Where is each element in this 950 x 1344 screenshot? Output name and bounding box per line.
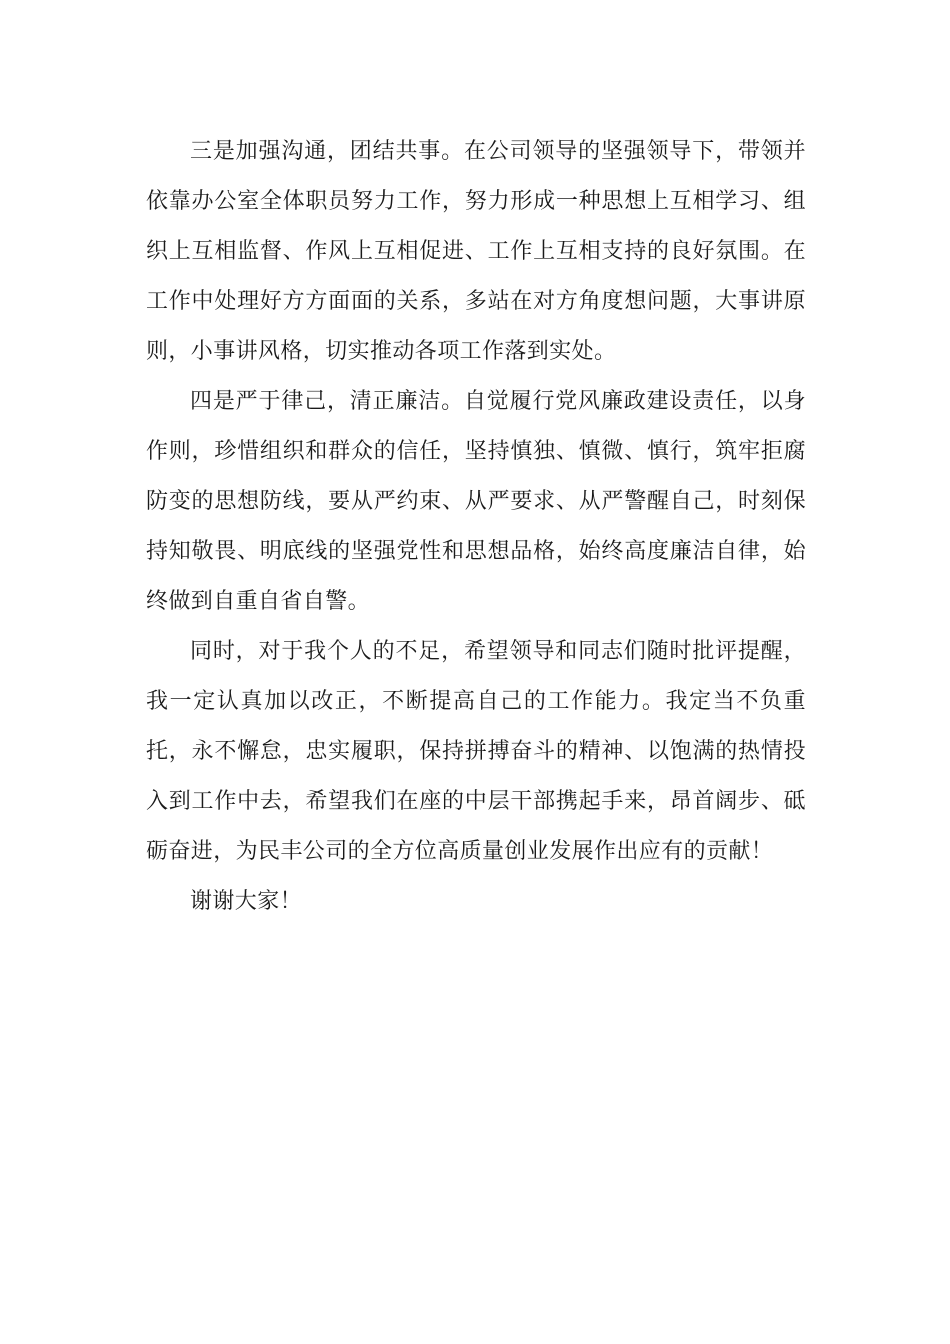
paragraph-commitment: 同时，对于我个人的不足，希望领导和同志们随时批评提醒，我一定认真加以改正，不断提高自己的工作能力。我定当不负重托，永不懈怠，忠实履职，保持拼搏奋斗的精神、以饱满的热情投入到工作中去，希望我们在座的中层干部携起手来，昂首阔步、砥砺奋进，为民丰公司的全方位高质量创业发展作出应有的贡献！ [146, 639, 806, 864]
paragraph-self-discipline: 四是严于律己，清正廉洁。自觉履行党风廉政建设责任，以身作则，珍惜组织和群众的信任，坚持慎独、慎微、慎行，筑牢拒腐防变的思想防线，要从严约束、从严要求、从严警醒自己，时刻保持知敬畏、明底线的坚强党性和思想品格，始终高度廉洁自律，始终做到自重自省自警。 [146, 389, 806, 614]
document-body [146, 127, 806, 927]
paragraph-thanks: 谢谢大家！ [190, 889, 303, 914]
paragraph-communication: 三是加强沟通，团结共事。在公司领导的坚强领导下，带领并依靠办公室全体职员努力工作，努力形成一种思想上互相学习、组织上互相监督、作风上互相促进、工作上互相支持的良好氛围。在工作中处理好方方面面的关系，多站在对方角度想问题，大事讲原则，小事讲风格，切实推动各项工作落到实处。 [146, 139, 806, 364]
